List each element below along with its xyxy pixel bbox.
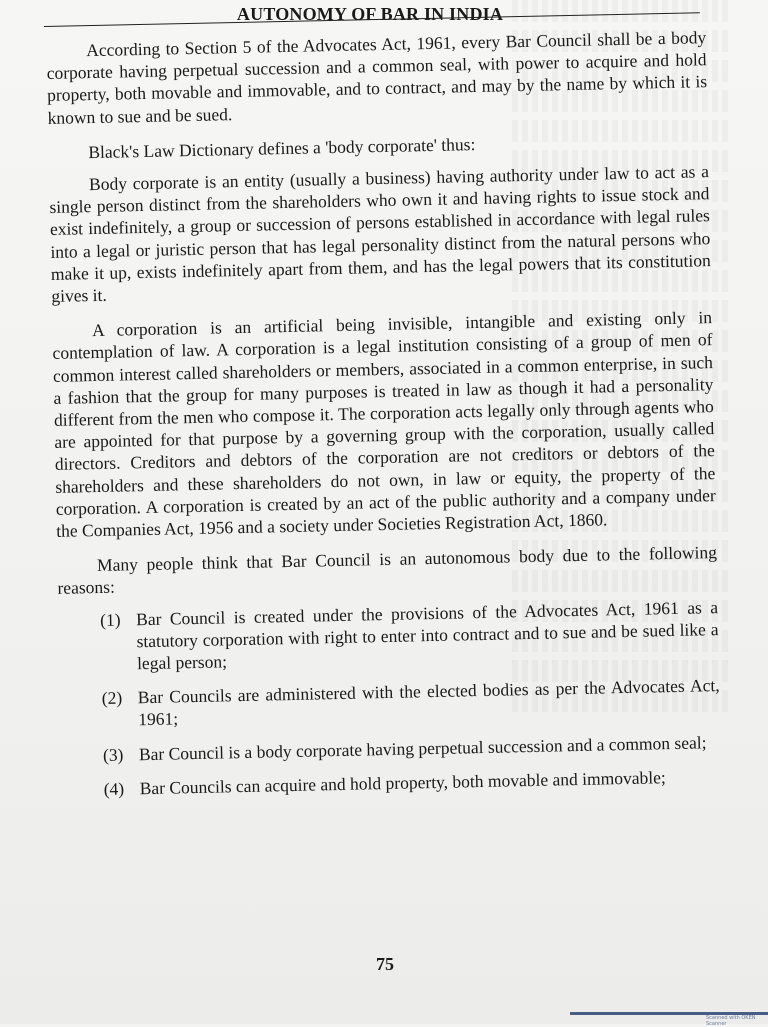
page-body (46, 26, 722, 813)
list-item-number: (3) (102, 744, 124, 765)
paragraph-body-corporate-definition: Body corporate is an entity (usually a business) having authority under law to act as a single person distinct from the shareholders who own it and having rights to issue stock and exist indefinitely, a group or succession of persons established in accordance with legal rules into a legal or juristic person that has legal personality distinct from the natural persons who make it up, exists indefinitely apart from them, and has the legal powers that its constitution gives it. (49, 161, 711, 306)
list-item-text: Bar Councils are administered with the elected bodies as per the Advocates Act, 1961; (137, 675, 720, 730)
running-header: AUTONOMY OF BAR IN INDIA (236, 4, 504, 24)
list-item-text: Bar Council is a body corporate having perpetual succession and a common seal; (138, 732, 707, 764)
paragraph-blacks-intro: Black's Law Dictionary defines a 'body corporate' thus: (88, 133, 476, 162)
paragraph-corporation: A corporation is an artificial being invisible, intangible and existing only in contemplation of law. A corporation is a legal institution consisting of a group of men of common interest called shareholders or members, associated in a common enterprise, in such a fashion that the group for many purposes is treated in law as though it had a personality different from the men who compose it. The corporation acts legally only through agents who are appointed for that purpose by a governing group with the corporation, usually called directors. Creditors and debtors of the corporation are not creditors or debtors of the shareholders and these shareholders do not own, in law or equity, the property of the corporation. A corporation is created by an act of the public authority and a company under the Companies Act, 1956 and a society under Societies Registration Act, 1860. (52, 307, 716, 541)
paragraph-reasons-intro: Many people think that Bar Council is an autonomous body due to the following reasons: (57, 542, 718, 599)
list-item (103, 731, 721, 766)
list-item (100, 596, 719, 676)
list-item (102, 674, 721, 731)
list-item-text: Bar Council is created under the provisions of the Advocates Act, 1961 as a statutory corporation with right to enter into contract and to sue and be sued like a legal person; (135, 596, 719, 674)
reasons-list (100, 596, 722, 800)
list-item-text: Bar Councils can acquire and hold property, both movable and immovable; (139, 767, 666, 799)
list-item (103, 765, 721, 800)
list-item-number: (4) (103, 778, 125, 799)
list-item-number: (1) (99, 609, 121, 630)
page-number: 75 (376, 954, 394, 974)
scanner-watermark: Scanned with OKEN Scanner (706, 1015, 756, 1027)
paragraph-section-5: According to Section 5 of the Advocates Act, 1961, every Bar Council shall be a body corporate having perpetual succession and a common seal, with power to acquire and hold property, both movable and immovable, and to contract, and may by the name by which it is known to sue and be sued. (46, 27, 708, 128)
list-item-number: (2) (101, 687, 123, 709)
